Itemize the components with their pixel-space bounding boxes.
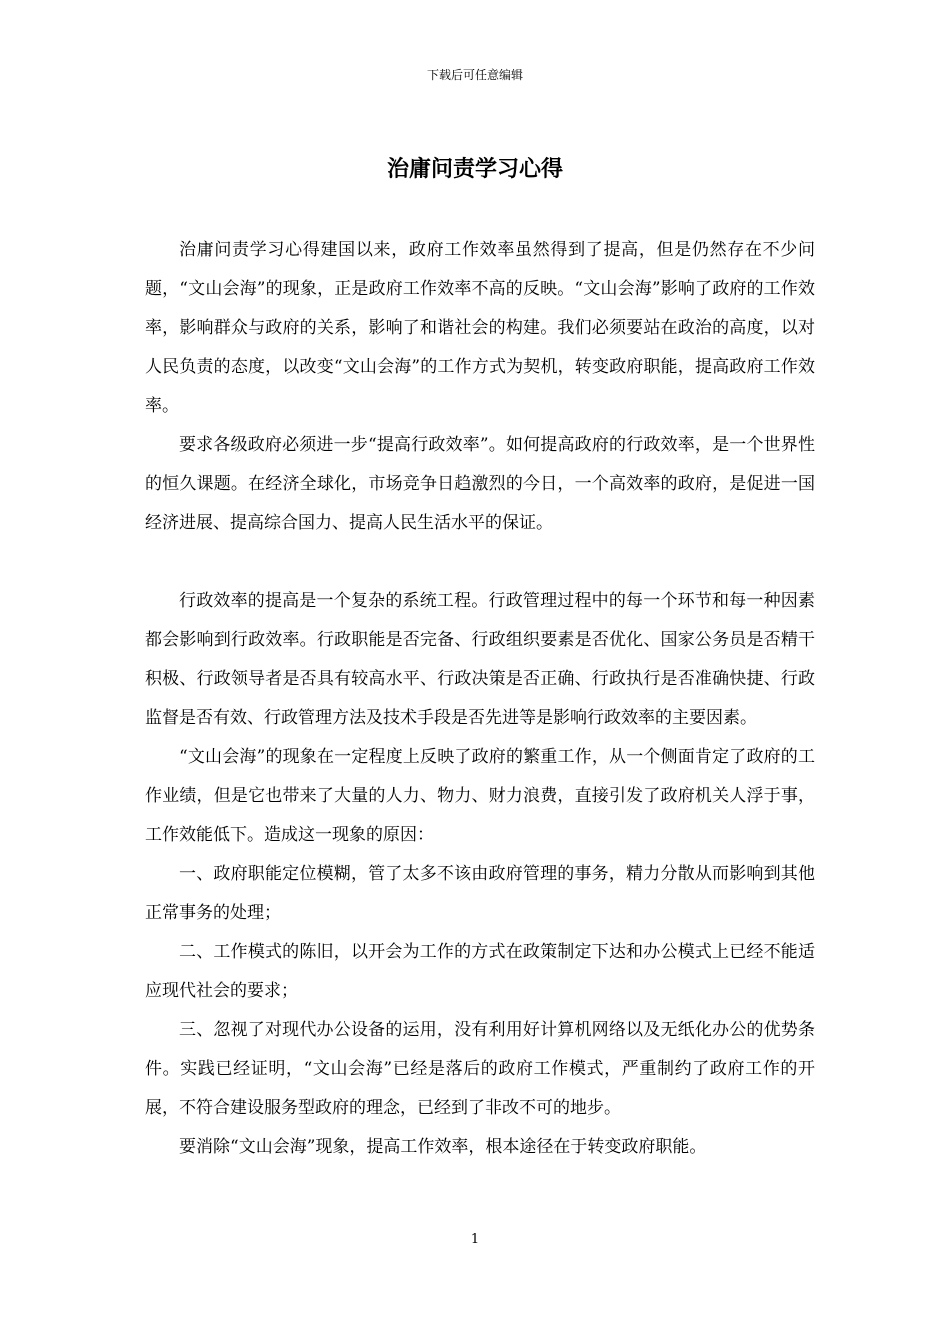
document-body [145,231,815,1167]
paragraph-phenomenon: “文山会海”的现象在一定程度上反映了政府的繁重工作，从一个侧面肯定了政府的工作业绩，但是它也带来了大量的人力、物力、财力浪费，直接引发了政府机关人浮于事，工作效能低下。造成这一现象的原因： [145,747,815,845]
document-title: 治庸问责学习心得 [386,156,563,182]
paragraph-solution: 要消除“文山会海”现象，提高工作效率，根本途径在于转变政府职能。 [179,1137,707,1157]
header-note: 下载后可任意编辑 [426,68,523,82]
page-number: 1 [470,1232,480,1247]
paragraph-efficiency-requirement: 要求各级政府必须进一步“提高行政效率”。如何提高政府的行政效率，是一个世界性的恒久课题。在经济全球化，市场竞争日趋激烈的今日，一个高效率的政府，是促进一国经济进展、提高综合国力、提高人民生活水平的保证。 [145,435,815,533]
paragraph-intro: 治庸问责学习心得建国以来，政府工作效率虽然得到了提高，但是仍然存在不少问题，“文山会海”的现象，正是政府工作效率不高的反映。“文山会海”影响了政府的工作效率，影响群众与政府的关系，影响了和谐社会的构建。我们必须要站在政治的高度，以对人民负责的态度，以改变“文山会海”的工作方式为契机，转变政府职能，提高政府工作效率。 [145,240,815,416]
paragraph-cause-one: 一、政府职能定位模糊，管了太多不该由政府管理的事务，精力分散从而影响到其他正常事务的处理； [145,864,815,923]
paragraph-cause-two: 二、工作模式的陈旧，以开会为工作的方式在政策制定下达和办公模式上已经不能适应现代社会的要求； [145,942,815,1001]
paragraph-efficiency-factors: 行政效率的提高是一个复杂的系统工程。行政管理过程中的每一个环节和每一种因素都会影响到行政效率。行政职能是否完备、行政组织要素是否优化、国家公务员是否精干积极、行政领导者是否具有较高水平、行政决策是否正确、行政执行是否准确快捷、行政监督是否有效、行政管理方法及技术手段是否先进等是影响行政效率的主要因素。 [145,591,815,728]
paragraph-cause-three: 三、忽视了对现代办公设备的运用，没有利用好计算机网络以及无纸化办公的优势条件。实践已经证明，“文山会海”已经是落后的政府工作模式，严重制约了政府工作的开展，不符合建设服务型政府的理念，已经到了非改不可的地步。 [145,1020,815,1118]
